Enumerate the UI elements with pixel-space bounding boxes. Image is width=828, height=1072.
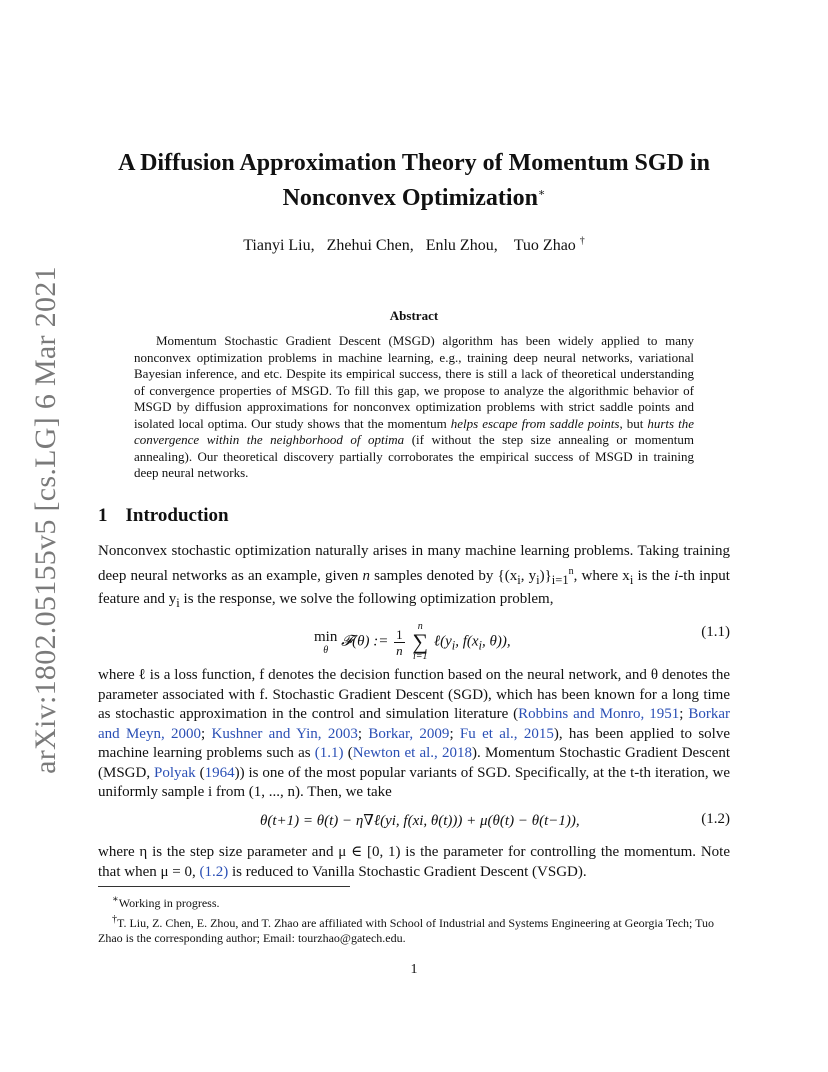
abstract-text-2: , but: [619, 415, 648, 431]
author-footnote-mark: †: [579, 236, 585, 247]
title-footnote-mark: ∗: [537, 187, 546, 199]
author-2: Zhehui Chen,: [326, 237, 414, 255]
eq1-sub: i: [451, 638, 456, 653]
p2-text: (: [195, 764, 205, 781]
citation-link[interactable]: Fu et al., 2015: [459, 725, 554, 742]
p2-text: ;: [679, 706, 689, 722]
p1-text: , where x: [573, 567, 630, 584]
equation-1-2-number: (1.2): [701, 811, 730, 827]
eq1-numerator: 1: [396, 626, 403, 642]
citation-link[interactable]: Polyak: [154, 764, 196, 781]
eq1-sub: i: [478, 638, 483, 653]
p1-text: -th input feature and y: [98, 567, 730, 607]
eq1-rhs2: , f(x: [455, 633, 479, 650]
eq1-sum: [412, 622, 428, 662]
author-3: Enlu Zhou,: [425, 237, 498, 255]
eq1-rhs: ℓ(y: [433, 633, 452, 650]
author-1: Tianyi Liu,: [243, 237, 315, 255]
author-4-name: Tuo Zhao: [513, 237, 576, 255]
paper-title: [60, 148, 768, 213]
p1-sub: i=1: [551, 572, 569, 587]
p1-text: is the: [633, 567, 675, 584]
eq1-sigma: ∑: [412, 629, 429, 654]
p2-text: ;: [357, 725, 369, 742]
eq1-sum-top: n: [417, 621, 423, 632]
p3-text: where η is the step size parameter and μ ∈ [0, 1) is the parameter for controlling the momentum. Note that when μ = 0,: [98, 844, 730, 880]
footnotes: [98, 892, 730, 947]
citation-link[interactable]: Newton et al., 2018: [352, 745, 472, 761]
footnote-2-text: T. Liu, Z. Chen, E. Zhou, and T. Zhao are affiliated with School of Industrial and Systems Engineering at Georgia Tech; Tuo Zhao is the corresponding author; Email: tourzhao@gatech.edu.: [98, 915, 715, 945]
p2-text: ), has been applied to solve machine learning problems such as: [98, 725, 730, 761]
p1-var-i: i: [674, 567, 679, 584]
citation-link[interactable]: Robbins and Monro, 1951: [518, 706, 680, 722]
p1-text: Nonconvex stochastic optimization naturally arises in many machine learning problems. Taking training deep neural networks as an example, given: [98, 543, 730, 584]
abstract-text-1: Momentum Stochastic Gradient Descent (MSGD) algorithm has been widely applied to many nonconvex optimization problems in machine learning, e.g., training deep neural networks, variational Bayesian inference, and etc. Despite its empirical success, there is still a lack of theoretical understanding of convergence properties of MSGD. To fill this gap, we propose to analyze the algorithmic behavior of MSGD by diffusion approximations for nonconvex optimization problems with strict saddle points and isolated local optima. Our study shows that the momentum: [134, 333, 694, 431]
abstract-italic-2: hurts the convergence within the neighborhood of optima: [134, 415, 694, 447]
eq1-lhs: 𝓕(θ) :=: [341, 633, 389, 650]
eq1-min-sub: θ: [323, 644, 329, 656]
eq1-min-text: min: [314, 628, 338, 645]
equation-1-1: [98, 614, 730, 662]
p1-text: , y: [520, 567, 537, 584]
p1-sub: i: [176, 596, 180, 610]
author-list: [60, 236, 768, 255]
p1-text: samples denoted by {(x: [370, 567, 518, 584]
equation-1-1-number: (1.1): [701, 624, 730, 640]
footnote-1: [98, 892, 730, 912]
equation-1-2-expression: θ(t+1) = θ(t) − η∇ℓ(yi, f(xi, θ(t))) + μ(θ(t) − θ(t−1)),: [260, 813, 580, 829]
page-number: 1: [410, 962, 418, 977]
p2-text: (: [343, 745, 353, 761]
citation-link[interactable]: Borkar, 2009: [368, 725, 450, 742]
p2-text: ;: [449, 725, 460, 742]
eq1-min: [314, 629, 337, 656]
abstract-italic-1: helps escape from saddle points: [450, 415, 620, 431]
p3-text: is reduced to Vanilla Stochastic Gradient Descent (VSGD).: [228, 863, 587, 880]
section-number: 1: [98, 505, 108, 526]
citation-link[interactable]: Borkar and Meyn, 2000: [98, 706, 730, 742]
author-4: [510, 237, 585, 254]
title-line-2: [60, 178, 768, 213]
p2-text: )) is one of the most popular variants of SGD. Specifically, at the t-th iteration, we uniformly sample i from (1, ..., n). Then, we take: [98, 764, 730, 800]
paragraph-3: [98, 843, 730, 882]
eq1-sum-bottom: i=1: [412, 651, 428, 662]
p1-sub: i: [517, 572, 521, 587]
eq1-denominator: n: [396, 642, 403, 658]
citation-link[interactable]: 1964: [204, 764, 235, 781]
equation-1-1-expression: [314, 622, 511, 662]
p2-text: ;: [201, 725, 212, 742]
p1-sup: n: [568, 565, 574, 577]
abstract-body: [134, 333, 694, 482]
p1-sub: i: [629, 572, 634, 587]
footnote-divider: [98, 886, 350, 887]
footnote-1-text: Working in progress.: [118, 896, 220, 910]
paragraph-1: [98, 542, 730, 614]
abstract-text-3: (if without the step size annealing or momentum annealing). Our theoretical discovery partially corroborates the empirical success of MSGD in training deep neural networks.: [134, 432, 695, 480]
eq1-fraction: [394, 627, 405, 658]
p1-text: )}: [539, 567, 552, 584]
p2-text: where ℓ is a loss function, f denotes the decision function based on the neural network, and θ denotes the parameter associated with f. Stochastic Gradient Descent (SGD), which has been known for a long time as stochastic approximation in the control and simulation literature (: [98, 667, 730, 722]
section-title: Introduction: [125, 505, 229, 526]
eq1-rhs3: , θ)),: [482, 633, 511, 650]
paragraph-2: [98, 666, 730, 803]
equation-reference-link[interactable]: (1.2): [199, 863, 229, 880]
abstract-heading: Abstract: [389, 308, 439, 323]
footnote-2: [98, 912, 730, 947]
p1-var-n: n: [362, 567, 371, 584]
p1-sub: i: [536, 572, 540, 587]
section-heading: [98, 505, 229, 527]
equation-1-2: [98, 811, 730, 833]
title-line-2-text: Nonconvex Optimization: [282, 185, 538, 211]
arxiv-identifier: arXiv:1802.05155v5 [cs.LG] 6 Mar 2021: [29, 266, 62, 774]
p1-text: is the response, we solve the following optimization problem,: [179, 591, 554, 607]
p2-text: ). Momentum Stochastic Gradient Descent (MSGD,: [98, 745, 730, 781]
title-line-1: A Diffusion Approximation Theory of Momentum SGD in: [118, 150, 710, 176]
footnote-1-mark: ∗: [112, 894, 119, 905]
citation-link[interactable]: Kushner and Yin, 2003: [211, 725, 358, 742]
footnote-2-mark: †: [112, 913, 117, 925]
equation-reference-link[interactable]: (1.1): [314, 745, 344, 761]
